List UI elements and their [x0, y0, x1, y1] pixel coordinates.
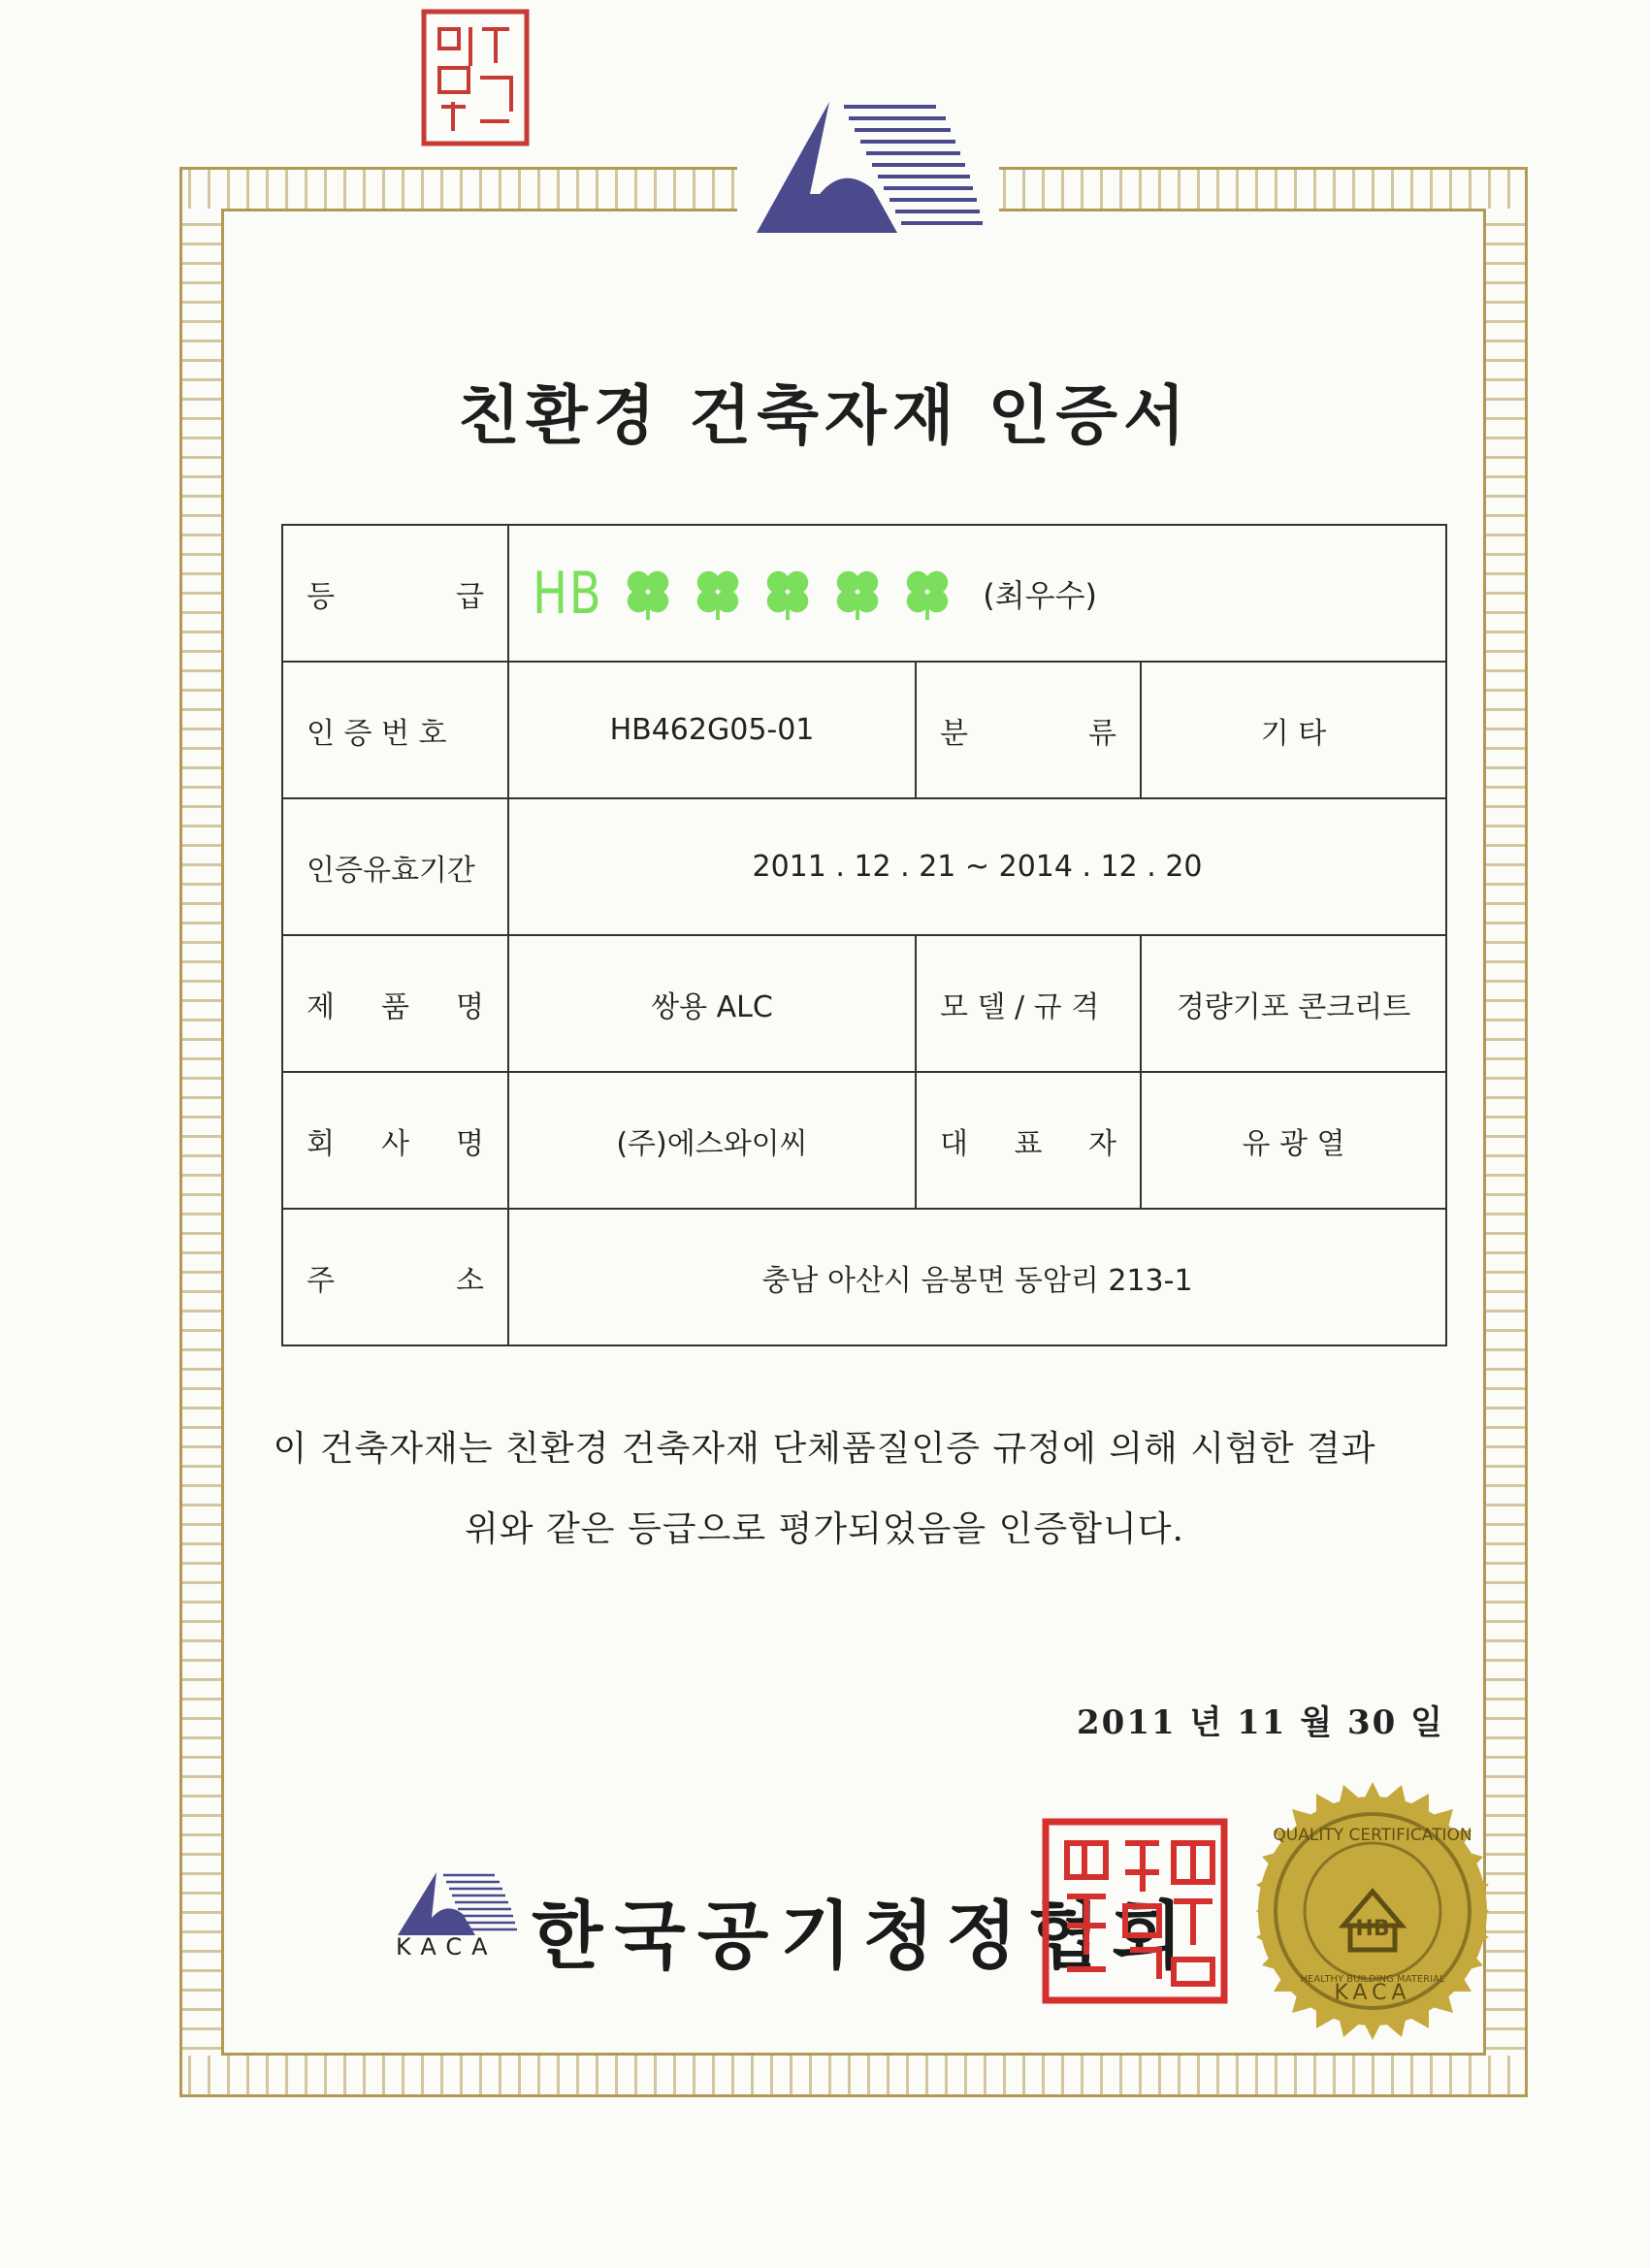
address-value: 충남 아산시 음봉면 동암리 213-1 [508, 1209, 1446, 1345]
clover-icon [620, 566, 676, 622]
corner-seal-stamp [412, 0, 538, 155]
cert-no-value: HB462G05-01 [508, 662, 916, 798]
row-address [282, 1209, 1446, 1345]
company-label-a: 회 [307, 1126, 335, 1161]
quality-certification-seal [1242, 1780, 1504, 2042]
issue-date: 2011 년 11 월 30 일 [1077, 1703, 1444, 1742]
grade-label-cell [282, 525, 508, 662]
grade-code: HB [533, 559, 603, 628]
seal-center-text: HB [1355, 1917, 1390, 1941]
grade-label-a: 등 [307, 579, 335, 614]
representative-label-cell [916, 1072, 1141, 1209]
company-label-b: 사 [381, 1126, 409, 1161]
kaca-top-logo-icon [752, 97, 985, 238]
cert-no-label: 인 증 번 호 [282, 662, 508, 798]
certificate-title: 친환경 건축자재 인증서 [458, 377, 1191, 453]
red-official-seal [1038, 1814, 1232, 2008]
issuer-abbr: KACA [396, 1933, 498, 1960]
model-label: 모 델 / 규 격 [916, 935, 1141, 1072]
rep-label-a: 대 [940, 1126, 968, 1161]
statement-line-2: 위와 같은 등급으로 평가되었음을 인증합니다. [465, 1509, 1184, 1549]
period-value: 2011 . 12 . 21 ~ 2014 . 12 . 20 [508, 798, 1446, 935]
model-value: 경량기포 콘크리트 [1141, 935, 1446, 1072]
company-label-cell [282, 1072, 508, 1209]
rep-label-c: 자 [1088, 1126, 1116, 1161]
row-company [282, 1072, 1446, 1209]
category-label-a: 분 [940, 716, 968, 751]
seal-inner-text: HEALTHY BUILDING MATERIAL [1300, 1974, 1445, 1985]
address-label-a: 주 [307, 1263, 335, 1298]
certificate-info-table [281, 524, 1447, 1346]
issuer-name: 한국공기청정협회 [532, 1893, 1195, 1979]
product-value: 쌍용 ALC [508, 935, 916, 1072]
product-label-cell [282, 935, 508, 1072]
rep-label-b: 표 [1014, 1126, 1043, 1161]
company-value: (주)에스와이씨 [508, 1072, 916, 1209]
seal-ring-text: QUALITY CERTIFICATION [1273, 1826, 1472, 1845]
clover-icon [690, 566, 746, 622]
address-label-cell [282, 1209, 508, 1345]
seal-bottom-text: KACA [1334, 1981, 1411, 2005]
period-label: 인증유효기간 [282, 798, 508, 935]
clover-icon [760, 566, 816, 622]
category-label-cell [916, 662, 1141, 798]
product-label-b: 품 [381, 989, 409, 1024]
company-label-c: 명 [456, 1126, 484, 1161]
category-value: 기 타 [1141, 662, 1446, 798]
product-label-a: 제 [307, 989, 335, 1024]
clover-icon [899, 566, 955, 622]
row-grade [282, 525, 1446, 662]
representative-value: 유 광 열 [1141, 1072, 1446, 1209]
row-period [282, 798, 1446, 935]
clover-icon [829, 566, 886, 622]
row-cert-number [282, 662, 1446, 798]
grade-text: (최우수) [983, 576, 1097, 614]
category-label-b: 류 [1088, 716, 1116, 751]
row-product [282, 935, 1446, 1072]
grade-value-cell [508, 525, 1446, 662]
grade-label-b: 급 [456, 579, 484, 614]
product-label-c: 명 [456, 989, 484, 1024]
statement-line-1: 이 건축자재는 친환경 건축자재 단체품질인증 규정에 의해 시험한 결과 [273, 1429, 1376, 1469]
address-label-b: 소 [456, 1263, 484, 1298]
